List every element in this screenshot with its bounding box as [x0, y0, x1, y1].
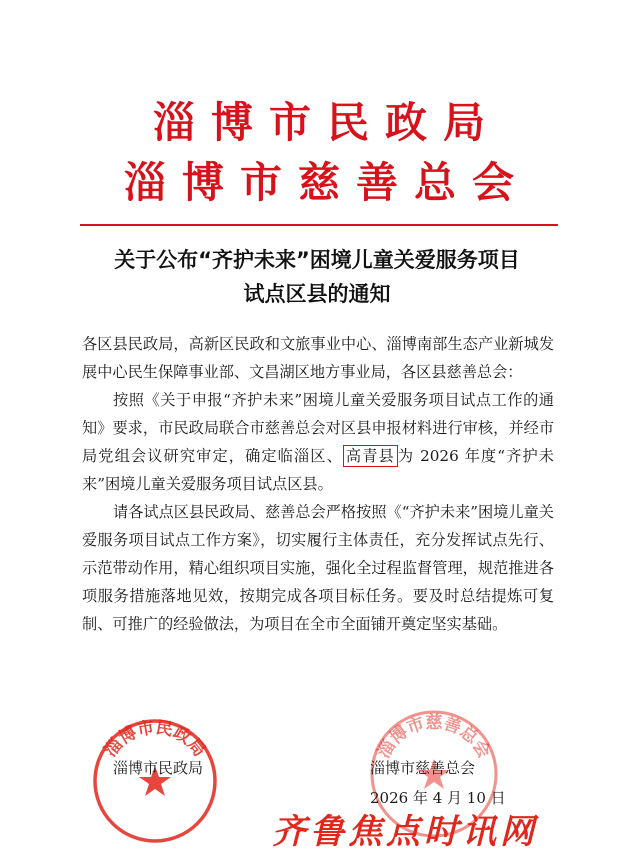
recipients-paragraph: 各区县民政局，高新区民政和文旅事业中心、淄博南部生态产业新城发展中心民生保障事业部、文昌湖区地方事业局，各区县慈善总会： — [82, 335, 554, 381]
signature-civil-affairs: 淄博市民政局 — [113, 759, 204, 777]
body-paragraph-1 — [82, 386, 554, 498]
svg-text:淄博市慈善总会 — [373, 712, 495, 762]
body-paragraph-2: 请各试点区县民政局、慈善总会严格按照《“齐护未来”困境儿童关爱服务项目试点工作方案》，切实履行主体责任，充分发挥试点先行、示范带动作用，精心组织项目实施，强化全过程监督管理，规范推进各项服务措施落地见效，按期完成各项目标任务。要及时总结提炼可复制、可推广的经验做法，为项目在全市全面铺开奠定坚实基础。 — [82, 503, 554, 633]
right-seal-text: 淄博市慈善总会 — [374, 713, 494, 762]
signature-charity: 淄博市慈善总会 — [370, 759, 476, 777]
signature-date: 2026 年 4 月 10 日 — [370, 789, 506, 807]
highlighted-county: 高青县 — [343, 445, 398, 467]
left-seal-text: 淄博市民政局 — [100, 717, 210, 761]
issuer-header-civil-affairs: 淄博市民政局 — [152, 98, 501, 147]
document-body — [82, 330, 554, 638]
svg-text:淄博市民政局 — [100, 717, 209, 761]
document-title-line1: 关于公布“齐护未来”困境儿童关爱服务项目 — [114, 248, 520, 272]
para1-text-before: 按照《关于申报“齐护未来”困境儿童关爱服务项目试点工作的通知》要求，市民政局联合市慈善总会对区县申报材料进行审核，并经市局党组会议研究审定，确定临淄区、 — [82, 391, 554, 465]
para1-text-after: 为 2026 年度“齐护未来”困境儿童关爱服务项目试点区县。 — [82, 447, 554, 493]
civil-affairs-seal — [88, 714, 222, 848]
issuer-header-charity: 淄博市慈善总会 — [123, 158, 530, 207]
red-divider-line — [80, 224, 558, 226]
site-watermark: 齐鲁焦点时讯网 — [272, 812, 538, 852]
document-title-line2: 试点区县的通知 — [243, 282, 391, 306]
